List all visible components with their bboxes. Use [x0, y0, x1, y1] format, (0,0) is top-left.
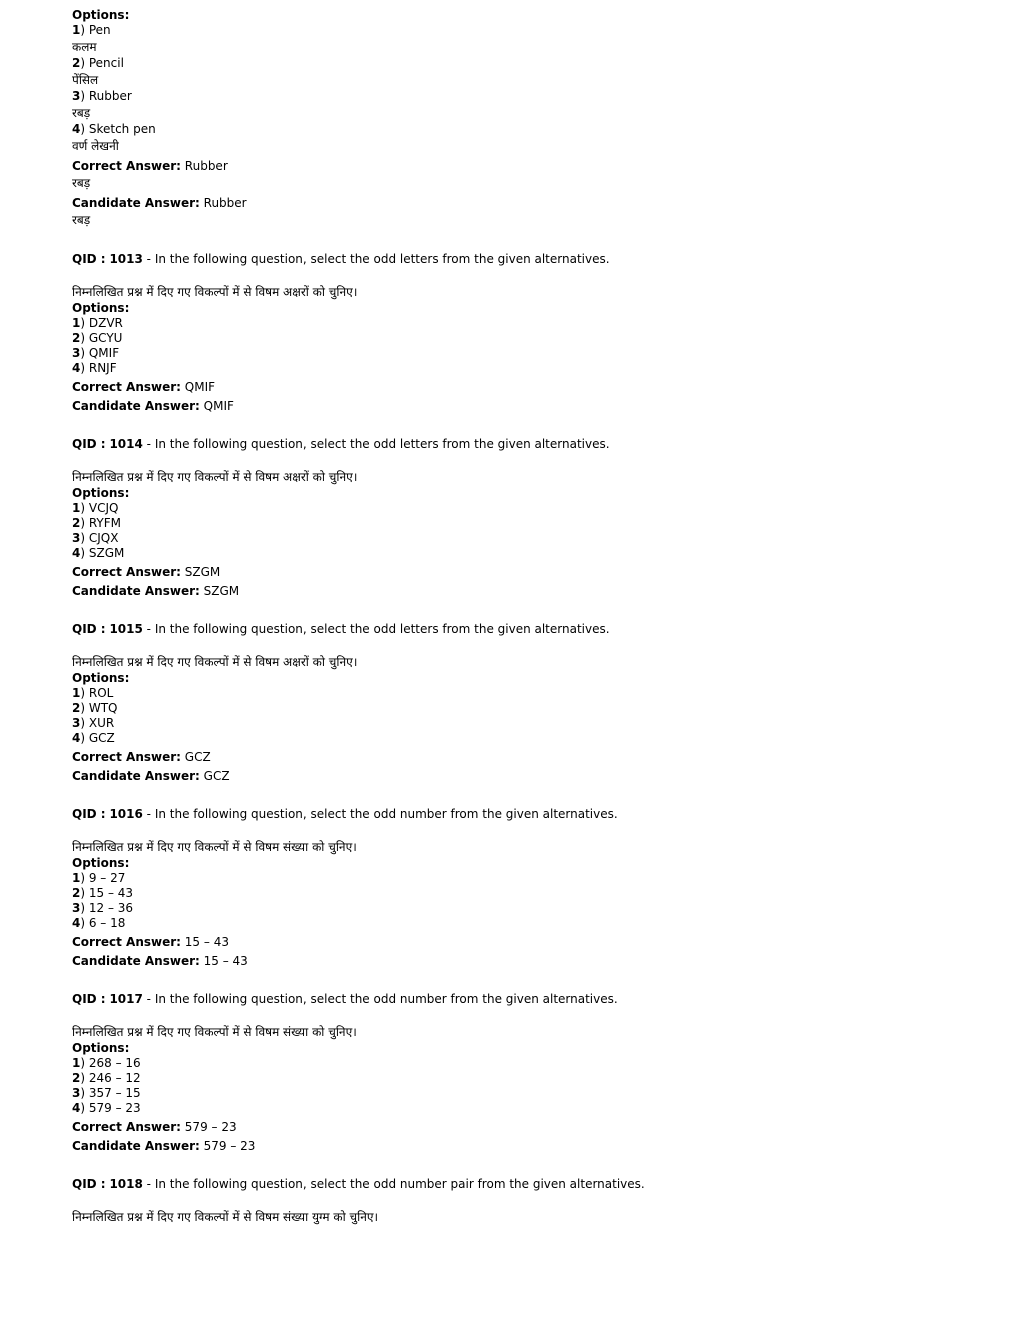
option-item-hindi: रबड़ [72, 106, 91, 120]
correct-answer-hindi: रबड़ [72, 176, 91, 190]
option-item: 4) GCZ [72, 731, 115, 745]
option-item: 1) ROL [72, 686, 114, 700]
option-item: 3) XUR [72, 716, 115, 730]
correct-answer: Correct Answer: Rubber [72, 159, 228, 173]
candidate-answer: Candidate Answer: 15 – 43 [72, 954, 248, 968]
option-item: 1) 9 – 27 [72, 871, 126, 885]
option-item: 4) 579 – 23 [72, 1101, 141, 1115]
question-text: In the following question, select the odd letters from the given alternatives. [154, 622, 610, 636]
question-block [72, 807, 972, 969]
question-block [72, 622, 972, 784]
question-text: In the following question, select the odd number from the given alternatives. [154, 992, 618, 1006]
question-header: QID : 1014 - In the following question, select the odd letters from the given alternatives. [72, 437, 610, 451]
question-text: In the following question, select the odd letters from the given alternatives. [154, 437, 610, 451]
option-item: 3) 357 – 15 [72, 1086, 141, 1100]
option-item-hindi: कलम [72, 40, 97, 54]
option-item: 4) Sketch pen [72, 122, 156, 136]
option-item: 3) Rubber [72, 89, 132, 103]
question-id: 1013 [109, 252, 143, 266]
correct-answer: Correct Answer: QMIF [72, 380, 216, 394]
question-header: QID : 1015 - In the following question, select the odd letters from the given alternatives. [72, 622, 610, 636]
option-item: 1) 268 – 16 [72, 1056, 141, 1070]
question-text-hindi: निम्नलिखित प्रश्न में दिए गए विकल्पों में से विषम अक्षरों को चुनिए। [72, 655, 358, 669]
option-item-hindi: पेंसिल [72, 73, 99, 87]
option-item: 1) VCJQ [72, 501, 119, 515]
question-block [72, 992, 972, 1154]
question-block [72, 1177, 972, 1226]
question-id: 1014 [109, 437, 143, 451]
correct-answer: Correct Answer: SZGM [72, 565, 221, 579]
candidate-answer: Candidate Answer: GCZ [72, 769, 230, 783]
options-label: Options: [72, 1041, 130, 1055]
option-item: 4) RNJF [72, 361, 117, 375]
options-label: Options: [72, 8, 130, 22]
question-block [72, 252, 972, 414]
question-text-hindi: निम्नलिखित प्रश्न में दिए गए विकल्पों में से विषम संख्या को चुनिए। [72, 1025, 357, 1039]
option-item: 1) DZVR [72, 316, 123, 330]
question-header: QID : 1013 - In the following question, select the odd letters from the given alternatives. [72, 252, 610, 266]
candidate-answer-hindi: रबड़ [72, 213, 91, 227]
correct-answer: Correct Answer: 15 – 43 [72, 935, 229, 949]
options-label: Options: [72, 856, 130, 870]
option-item-hindi: वर्ण लेखनी [72, 139, 119, 153]
question-header: QID : 1017 - In the following question, select the odd number from the given alternatives. [72, 992, 618, 1006]
question-block [72, 437, 972, 599]
option-item: 2) Pencil [72, 56, 124, 70]
question-header: QID : 1018 - In the following question, select the odd number pair from the given alternatives. [72, 1177, 645, 1191]
option-item: 2) 15 – 43 [72, 886, 134, 900]
option-item: 2) RYFM [72, 516, 122, 530]
candidate-answer: Candidate Answer: Rubber [72, 196, 247, 210]
options-label: Options: [72, 301, 130, 315]
option-item: 4) SZGM [72, 546, 125, 560]
option-item: 2) 246 – 12 [72, 1071, 141, 1085]
option-item: 2) WTQ [72, 701, 118, 715]
correct-answer: Correct Answer: GCZ [72, 750, 211, 764]
option-item: 3) 12 – 36 [72, 901, 134, 915]
question-id: 1017 [109, 992, 143, 1006]
option-item: 4) 6 – 18 [72, 916, 126, 930]
answer-key-page [72, 8, 972, 1226]
correct-answer: Correct Answer: 579 – 23 [72, 1120, 237, 1134]
options-label: Options: [72, 671, 130, 685]
question-header: QID : 1016 - In the following question, select the odd number from the given alternatives. [72, 807, 618, 821]
question-text: In the following question, select the odd number from the given alternatives. [154, 807, 618, 821]
question-id: 1016 [109, 807, 143, 821]
question-text-hindi: निम्नलिखित प्रश्न में दिए गए विकल्पों में से विषम अक्षरों को चुनिए। [72, 470, 358, 484]
options-label: Options: [72, 486, 130, 500]
option-item: 3) QMIF [72, 346, 120, 360]
candidate-answer: Candidate Answer: 579 – 23 [72, 1139, 256, 1153]
question-list [72, 252, 972, 1154]
option-item: 1) Pen [72, 23, 111, 37]
question-block-continued [72, 8, 972, 229]
candidate-answer: Candidate Answer: SZGM [72, 584, 240, 598]
question-text-hindi: निम्नलिखित प्रश्न में दिए गए विकल्पों में से विषम अक्षरों को चुनिए। [72, 285, 358, 299]
question-text: In the following question, select the odd letters from the given alternatives. [154, 252, 610, 266]
candidate-answer: Candidate Answer: QMIF [72, 399, 234, 413]
question-text-hindi: निम्नलिखित प्रश्न में दिए गए विकल्पों में से विषम संख्या युग्म को चुनिए। [72, 1210, 379, 1224]
option-item: 2) GCYU [72, 331, 123, 345]
question-text-hindi: निम्नलिखित प्रश्न में दिए गए विकल्पों में से विषम संख्या को चुनिए। [72, 840, 357, 854]
option-item: 3) CJQX [72, 531, 119, 545]
question-id: 1015 [109, 622, 143, 636]
